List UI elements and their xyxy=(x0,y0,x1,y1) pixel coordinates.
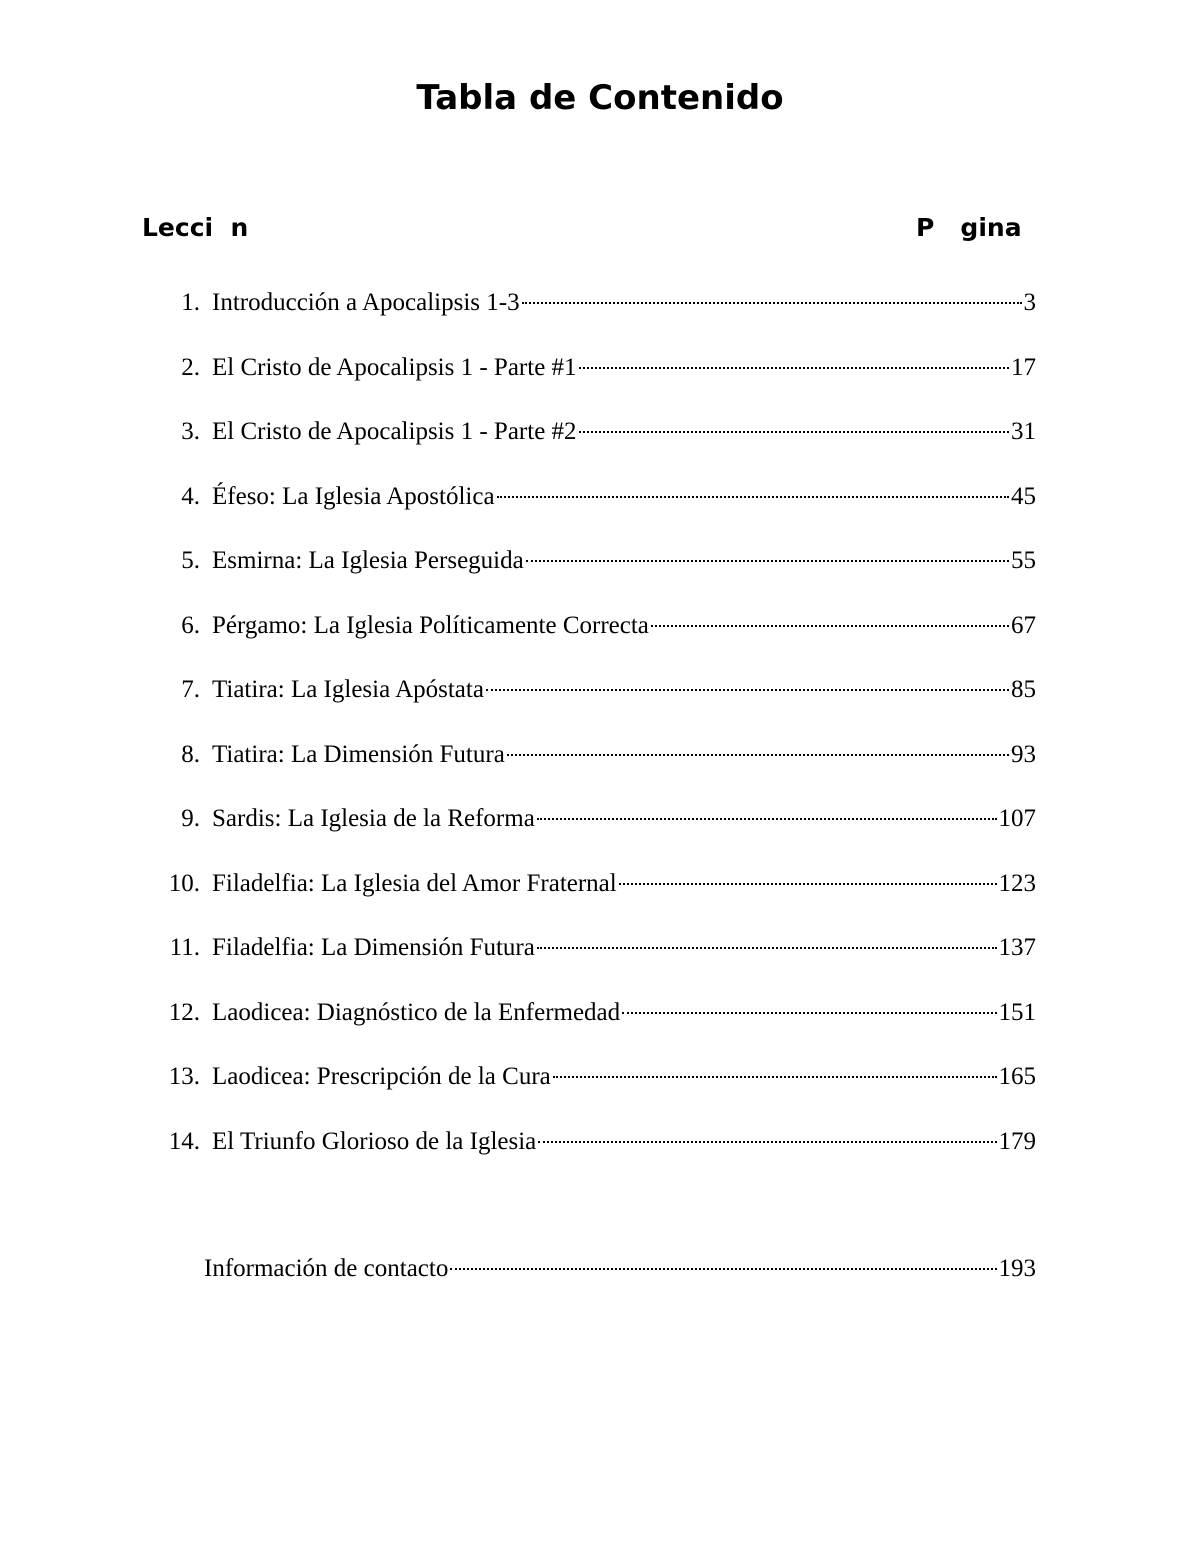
dot-leader xyxy=(651,625,1009,627)
entry-page: 151 xyxy=(998,998,1036,1026)
dot-leader xyxy=(450,1268,996,1270)
table-of-contents xyxy=(0,282,1200,1185)
entry-page: 31 xyxy=(1011,418,1036,445)
toc-entry xyxy=(0,282,1200,347)
entry-number: 7. xyxy=(181,676,200,703)
entry-page: 179 xyxy=(998,1127,1036,1155)
toc-entry xyxy=(0,992,1200,1057)
entry-number: 11. xyxy=(169,934,200,961)
contact-page: 193 xyxy=(998,1255,1036,1282)
entry-title: El Cristo de Apocalipsis 1 - Parte #2 xyxy=(212,418,577,445)
dot-leader xyxy=(526,560,1009,562)
entry-title: El Cristo de Apocalipsis 1 - Parte #1 xyxy=(212,353,577,381)
entry-page: 3 xyxy=(1023,289,1036,316)
toc-entry xyxy=(0,798,1200,863)
toc-entry xyxy=(0,1121,1200,1186)
toc-entry xyxy=(0,540,1200,605)
entry-number: 9. xyxy=(181,805,200,832)
entry-title: Éfeso: La Iglesia Apostólica xyxy=(212,482,495,510)
entry-number: 5. xyxy=(181,547,200,574)
contact-entry xyxy=(204,1248,1036,1290)
page-column-header: P gina xyxy=(916,213,1022,242)
dot-leader xyxy=(619,883,997,885)
entry-page: 45 xyxy=(1011,482,1036,510)
dot-leader xyxy=(537,818,997,820)
entry-title: Esmirna: La Iglesia Perseguida xyxy=(212,547,524,574)
entry-page: 67 xyxy=(1011,611,1036,639)
entry-page: 85 xyxy=(1011,676,1036,703)
entry-number: 8. xyxy=(181,740,200,768)
entry-title: Introducción a Apocalipsis 1-3 xyxy=(212,289,520,316)
dot-leader xyxy=(553,1076,997,1078)
entry-title: Laodicea: Diagnóstico de la Enfermedad xyxy=(212,998,621,1026)
contact-title: Información de contacto xyxy=(204,1255,449,1282)
entry-number: 1. xyxy=(181,289,200,316)
toc-entry xyxy=(0,863,1200,928)
entry-number: 2. xyxy=(181,353,200,381)
entry-title: Tiatira: La Iglesia Apóstata xyxy=(212,676,484,703)
entry-title: El Triunfo Glorioso de la Iglesia xyxy=(212,1127,537,1155)
entry-page: 55 xyxy=(1011,547,1036,574)
dot-leader xyxy=(522,302,1022,304)
dot-leader xyxy=(579,367,1009,369)
lesson-column-header: Lecci n xyxy=(142,213,249,242)
entry-number: 13. xyxy=(168,1063,200,1090)
toc-entry xyxy=(0,734,1200,799)
entry-page: 137 xyxy=(998,934,1036,961)
entry-title: Filadelfia: La Dimensión Futura xyxy=(212,934,535,961)
entry-title: Pérgamo: La Iglesia Políticamente Correcta xyxy=(212,611,649,639)
entry-title: Sardis: La Iglesia de la Reforma xyxy=(212,805,535,832)
entry-title: Filadelfia: La Iglesia del Amor Fraternal xyxy=(212,869,617,897)
dot-leader xyxy=(497,496,1009,498)
toc-entry xyxy=(0,605,1200,670)
entry-page: 123 xyxy=(998,869,1036,897)
entry-number: 6. xyxy=(181,611,200,639)
toc-entry xyxy=(0,669,1200,734)
dot-leader xyxy=(622,1012,996,1014)
page-title: Tabla de Contenido xyxy=(416,78,784,118)
toc-entry xyxy=(0,411,1200,476)
entry-page: 17 xyxy=(1011,353,1036,381)
entry-page: 93 xyxy=(1011,740,1036,768)
toc-entry xyxy=(0,927,1200,992)
entry-page: 107 xyxy=(998,805,1036,832)
entry-number: 14. xyxy=(168,1127,200,1155)
entry-page: 165 xyxy=(998,1063,1036,1090)
entry-number: 12. xyxy=(168,998,200,1026)
dot-leader xyxy=(538,1141,996,1143)
entry-title: Laodicea: Prescripción de la Cura xyxy=(212,1063,551,1090)
toc-entry xyxy=(0,347,1200,412)
dot-leader xyxy=(579,431,1009,433)
dot-leader xyxy=(507,754,1009,756)
entry-number: 3. xyxy=(181,418,200,445)
toc-entry xyxy=(0,476,1200,541)
toc-entry xyxy=(0,1056,1200,1121)
dot-leader xyxy=(537,947,997,949)
entry-number: 4. xyxy=(181,482,200,510)
entry-title: Tiatira: La Dimensión Futura xyxy=(212,740,505,768)
entry-number: 10. xyxy=(168,869,200,897)
dot-leader xyxy=(486,689,1009,691)
